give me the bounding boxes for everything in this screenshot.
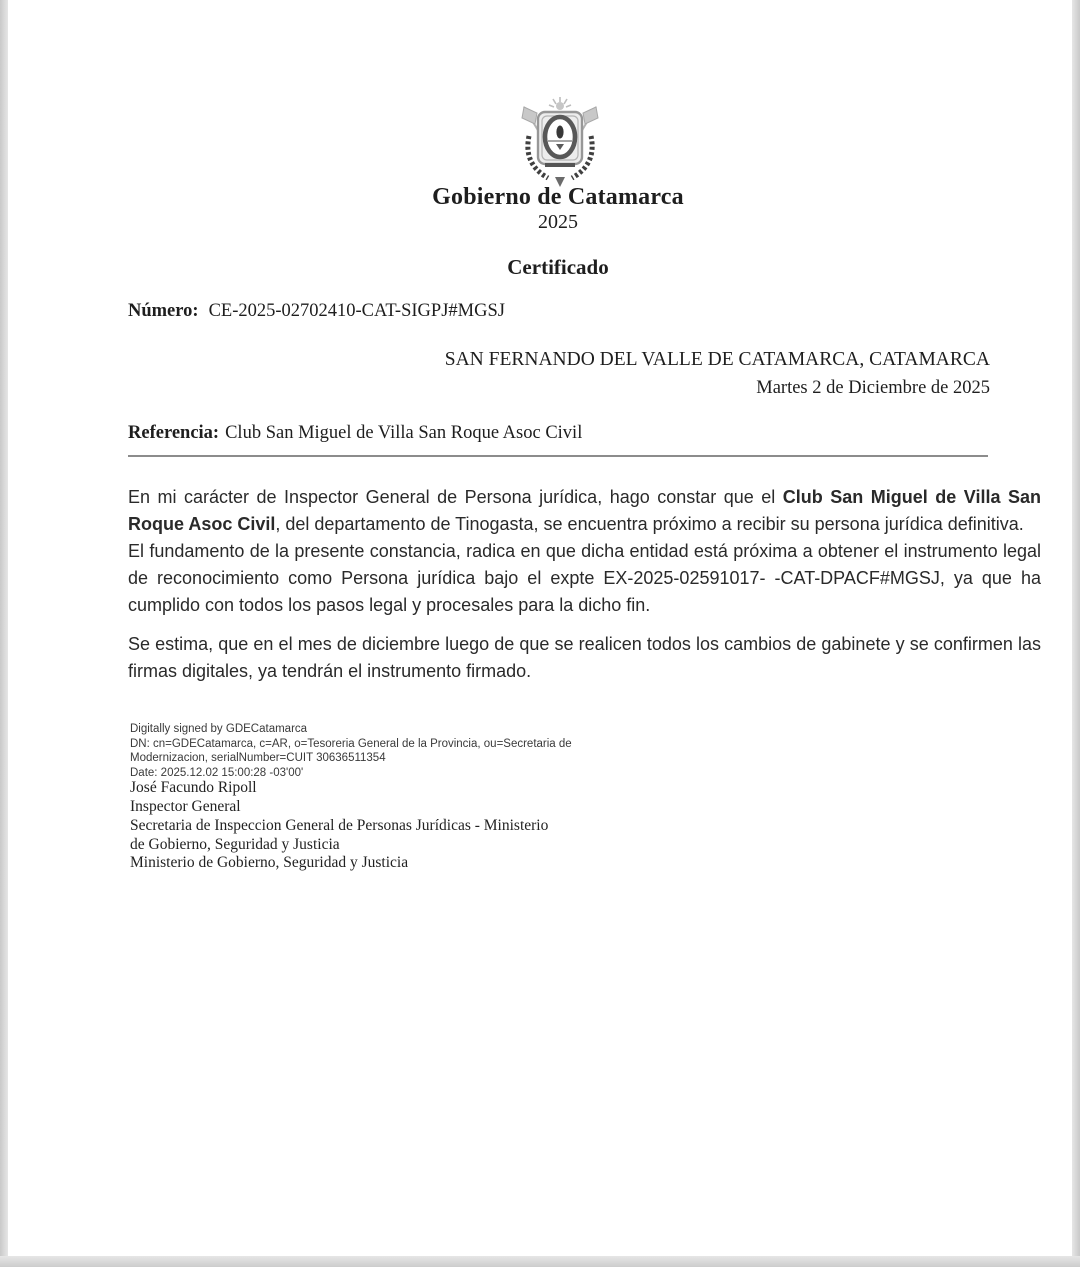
p1-after: , del departamento de Tinogasta, se encuentra próximo a recibir su persona jurídica definitiva. <box>275 514 1024 534</box>
entity-name: Club San Miguel de Villa San Roque Asoc Civil <box>128 487 1041 534</box>
scan-edge-right <box>1072 0 1080 1267</box>
reference-label: Referencia: <box>128 423 220 443</box>
numero-value: CE-2025-02702410-CAT-SIGPJ#MGSJ <box>208 301 505 321</box>
signer-name: José Facundo Ripoll <box>130 779 257 796</box>
stamp-line-1: Digitally signed by GDECatamarca <box>130 723 308 735</box>
numero-label: Número: <box>128 301 199 321</box>
digital-signature-stamp <box>130 722 572 780</box>
stamp-line-3: Modernizacion, serialNumber=CUIT 30636511354 <box>130 752 386 764</box>
reference-line <box>128 423 582 444</box>
paragraph-1 <box>128 484 1041 538</box>
place-line: SAN FERNANDO DEL VALLE DE CATAMARCA, CATAMARCA <box>444 349 990 370</box>
divider-rule <box>128 455 988 457</box>
paragraph-3: Se estima, que en el mes de diciembre luego de que se realicen todos los cambios de gabinete y se confirmen las firmas digitales, ya tendrán el instrumento firmado. <box>128 634 1041 681</box>
document-title: Certificado <box>507 255 609 279</box>
catamarca-coat-of-arms-icon <box>514 96 606 188</box>
scan-edge-left <box>0 0 8 1267</box>
reference-value: Club San Miguel de Villa San Roque Asoc Civil <box>225 423 583 443</box>
certificate-number-line <box>128 301 505 322</box>
certificate-body <box>128 484 1041 685</box>
signer-role: Inspector General <box>130 797 241 815</box>
scan-edge-bottom <box>0 1256 1080 1267</box>
p1-before: En mi carácter de Inspector General de Persona jurídica, hago constar que el <box>128 487 783 507</box>
stamp-line-4: Date: 2025.12.02 15:00:28 -03'00' <box>130 766 304 779</box>
signer-block <box>130 779 562 873</box>
date-line: Martes 2 de Diciembre de 2025 <box>756 378 990 398</box>
paragraph-2: El fundamento de la presente constancia, radica en que dicha entidad está próxima a obtener el instrumento legal de reconocimiento como Persona jurídica bajo el expte EX-2025-02591017- -CAT-DPACF#MGSJ, ya que ha cumplido con todos los pasos legal y procesales para la dicho fin. <box>128 541 1041 615</box>
document-year: 2025 <box>538 211 578 233</box>
signer-ministry: Ministerio de Gobierno, Seguridad y Justicia <box>130 854 409 871</box>
signer-office: Secretaria de Inspeccion General de Personas Jurídicas - Ministerio de Gobierno, Seguridad y Justicia <box>130 817 549 853</box>
stamp-line-2: DN: cn=GDECatamarca, c=AR, o=Tesoreria General de la Provincia, ou=Secretaria de <box>130 737 572 750</box>
government-name: Gobierno de Catamarca <box>432 184 684 210</box>
